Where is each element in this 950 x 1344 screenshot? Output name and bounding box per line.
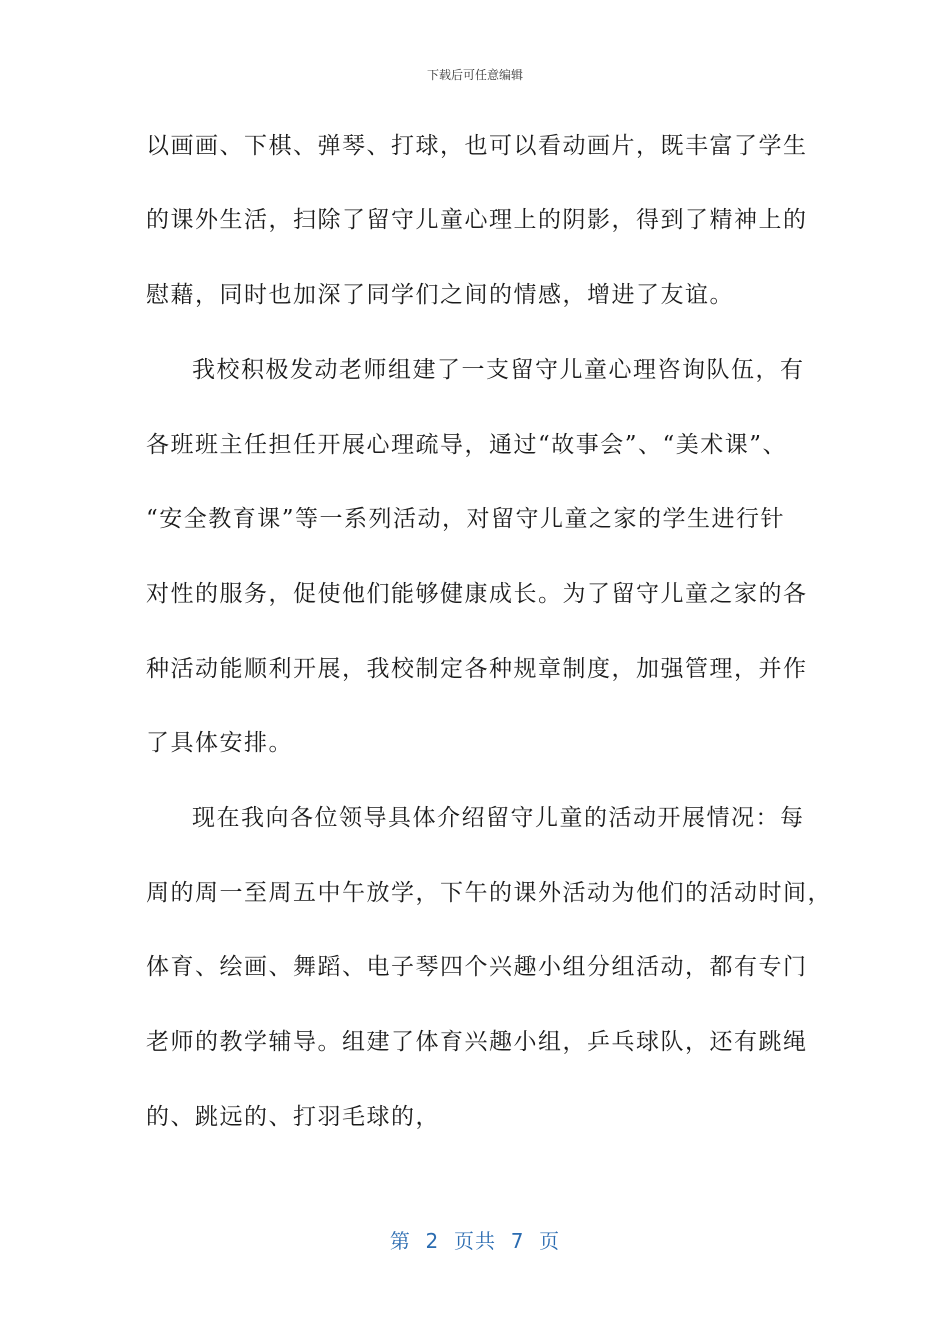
body-line-7: 对性的服务，促使他们能够健康成长。为了留守儿童之家的各	[146, 581, 808, 607]
page-number-text: 第 2 页共 7 页	[389, 1229, 561, 1253]
body-line-5: 各班班主任担任开展心理疏导，通过“故事会”、“美术课”、	[146, 432, 788, 458]
body-line-8: 种活动能顺利开展，我校制定各种规章制度，加强管理，并作	[146, 656, 808, 682]
body-line-9: 了具体安排。	[146, 730, 293, 756]
body-line-4: 我校积极发动老师组建了一支留守儿童心理咨询队伍，有	[192, 357, 805, 383]
body-line-12: 体育、绘画、舞蹈、电子琴四个兴趣小组分组活动，都有专门	[146, 954, 808, 980]
body-line-3: 慰藉，同时也加深了同学们之间的情感，增进了友谊。	[146, 282, 734, 308]
body-line-13: 老师的教学辅导。组建了体育兴趣小组，乒乓球队，还有跳绳	[146, 1029, 808, 1055]
body-line-14: 的、跳远的、打羽毛球的，	[146, 1104, 440, 1130]
body-line-10: 现在我向各位领导具体介绍留守儿童的活动开展情况：每	[192, 805, 805, 831]
body-line-6: “安全教育课”等一系列活动，对留守儿童之家的学生进行针	[146, 506, 786, 532]
body-line-2: 的课外生活，扫除了留守儿童心理上的阴影，得到了精神上的	[146, 207, 808, 233]
page-number-footer	[0, 1225, 950, 1254]
page-header: 下载后可任意编辑	[426, 68, 523, 82]
body-line-1: 以画画、下棋、弹琴、打球，也可以看动画片，既丰富了学生	[146, 133, 808, 159]
body-line-11: 周的周一至周五中午放学，下午的课外活动为他们的活动时间，	[146, 880, 832, 906]
